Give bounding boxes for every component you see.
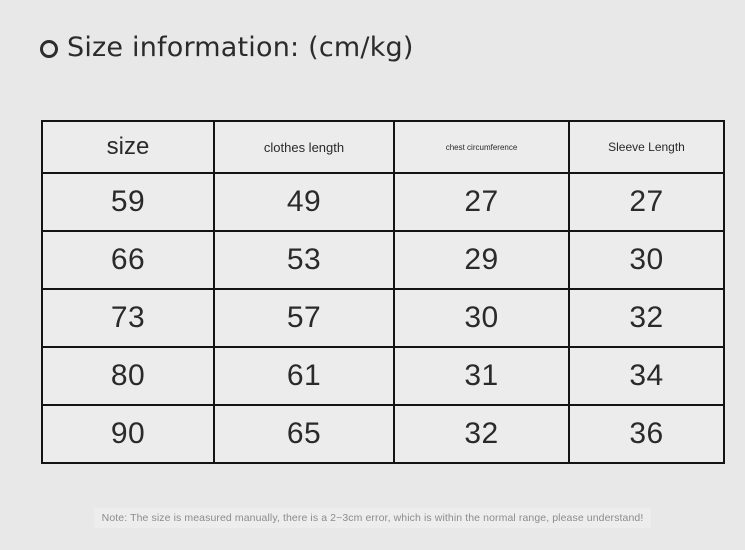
cell-length: 61 xyxy=(214,347,394,405)
size-table xyxy=(41,120,725,464)
cell-sleeve: 34 xyxy=(569,347,724,405)
cell-length: 57 xyxy=(214,289,394,347)
cell-sleeve: 30 xyxy=(569,231,724,289)
column-header-chest-circumference: chest circumference xyxy=(394,121,569,173)
column-header-sleeve-length: Sleeve Length xyxy=(569,121,724,173)
cell-size: 66 xyxy=(42,231,214,289)
table-row xyxy=(42,405,724,463)
cell-size: 59 xyxy=(42,173,214,231)
circle-outline-icon xyxy=(40,40,58,58)
cell-sleeve: 36 xyxy=(569,405,724,463)
cell-size: 90 xyxy=(42,405,214,463)
cell-chest: 30 xyxy=(394,289,569,347)
section-header xyxy=(40,32,414,63)
page-title: Size information: (cm/kg) xyxy=(67,32,414,63)
column-header-size: size xyxy=(42,121,214,173)
measurement-disclaimer xyxy=(0,508,745,526)
cell-length: 65 xyxy=(214,405,394,463)
table-row xyxy=(42,347,724,405)
cell-length: 53 xyxy=(214,231,394,289)
cell-chest: 27 xyxy=(394,173,569,231)
table-row xyxy=(42,231,724,289)
table-row xyxy=(42,173,724,231)
table-row xyxy=(42,289,724,347)
column-header-clothes-length: clothes length xyxy=(214,121,394,173)
cell-sleeve: 32 xyxy=(569,289,724,347)
cell-chest: 29 xyxy=(394,231,569,289)
cell-size: 73 xyxy=(42,289,214,347)
cell-sleeve: 27 xyxy=(569,173,724,231)
disclaimer-text: Note: The size is measured manually, there is a 2~3cm error, which is within the normal range, please understand! xyxy=(94,508,652,528)
cell-chest: 31 xyxy=(394,347,569,405)
cell-size: 80 xyxy=(42,347,214,405)
cell-chest: 32 xyxy=(394,405,569,463)
table-header-row xyxy=(42,121,724,173)
cell-length: 49 xyxy=(214,173,394,231)
